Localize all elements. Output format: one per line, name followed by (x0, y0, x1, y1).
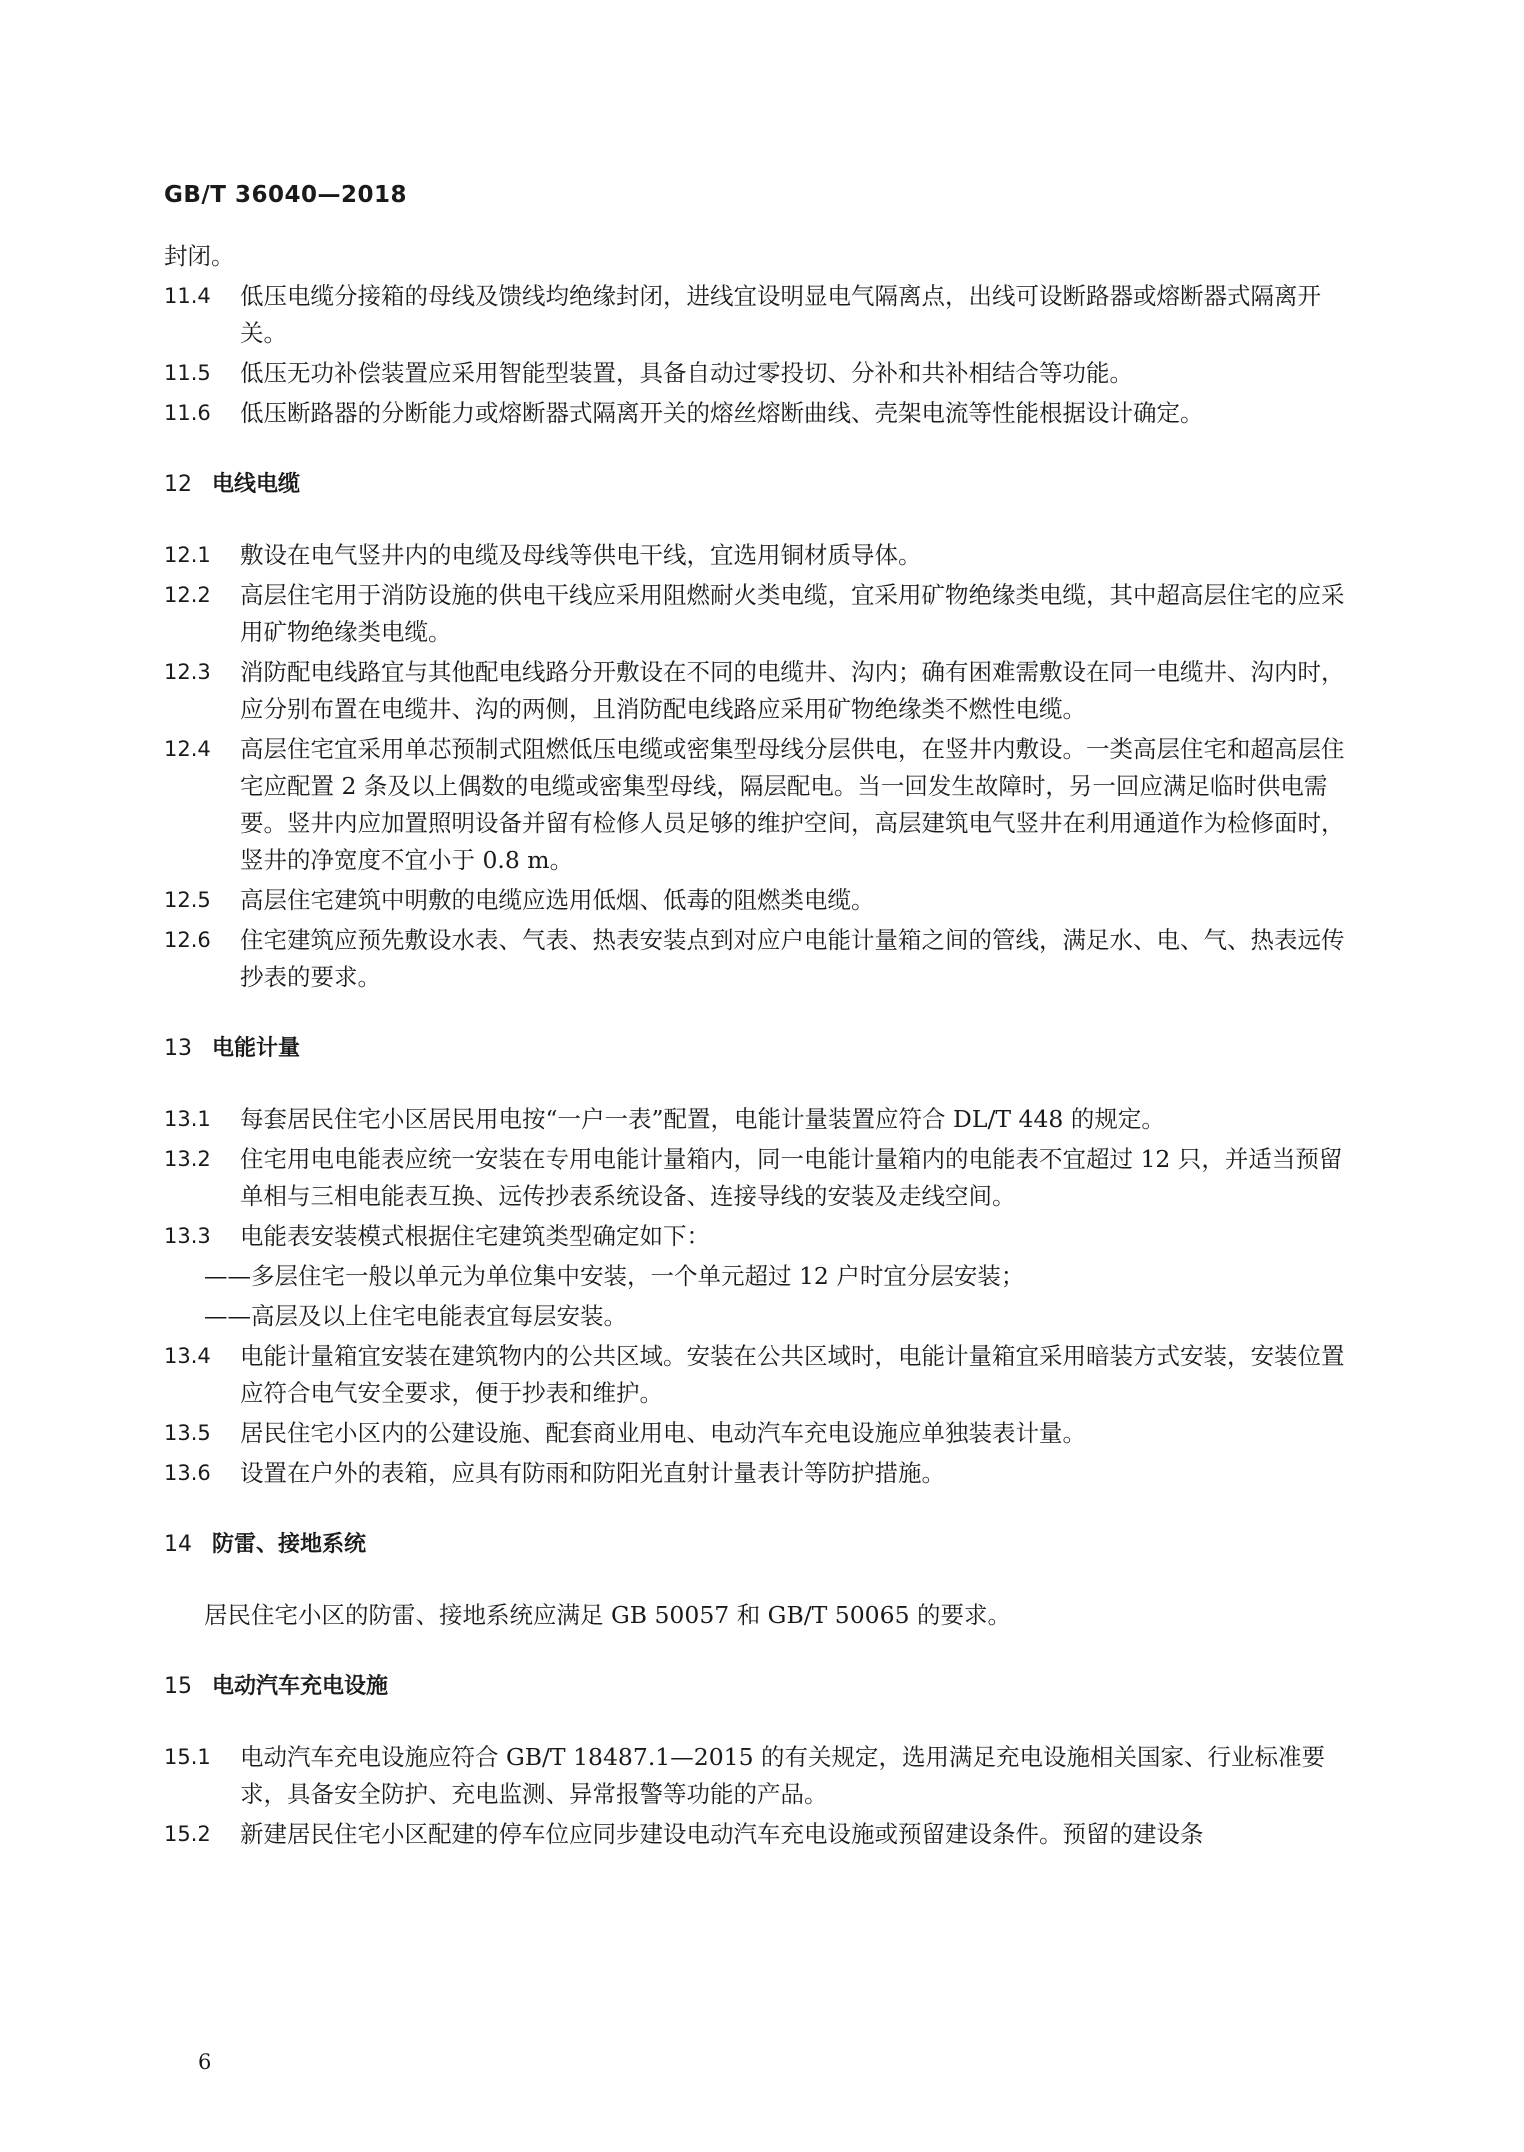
section-heading (164, 1030, 1359, 1067)
clause-paragraph (164, 654, 1359, 728)
clause-number: 13.3 (164, 1224, 211, 1248)
clause-number: 12.4 (164, 737, 211, 761)
clause-number: 13.4 (164, 1344, 211, 1368)
section-title: 电能计量 (212, 1036, 301, 1061)
section-number: 15 (164, 1674, 192, 1699)
clause-text: 消防配电线路宜与其他配电线路分开敷设在不同的电缆井、沟内；确有困难需敷设在同一电缆井、沟内时，应分别布置在电缆井、沟的两侧，且消防配电线路应采用矿物绝缘类不燃性电缆。 (240, 658, 1345, 723)
clause-paragraph (164, 577, 1359, 651)
clause-paragraph (164, 395, 1359, 432)
clause-text: 高层住宅宜采用单芯预制式阻燃低压电缆或密集型母线分层供电，在竖井内敷设。一类高层住宅和超高层住宅应配置 2 条及以上偶数的电缆或密集型母线，隔层配电。当一回发生故障时，另一回应满足临时供电需要。竖井内应加置照明设备并留有检修人员足够的维护空间，高层建筑电气竖井在利用通道作为检修面时，竖井的净宽度不宜小于 0.8 m。 (240, 735, 1345, 874)
list-item: ——多层住宅一般以单元为单位集中安装，一个单元超过 12 户时宜分层安装； (204, 1262, 1025, 1290)
clause-paragraph (164, 1218, 1359, 1255)
clause-number: 12.1 (164, 543, 211, 567)
clause-number: 12.5 (164, 888, 211, 912)
clause-paragraph (164, 1338, 1359, 1412)
clause-text: 敷设在电气竖井内的电缆及母线等供电干线，宜选用铜材质导体。 (240, 541, 922, 569)
clause-paragraph (164, 882, 1359, 919)
clause-number: 13.5 (164, 1421, 211, 1445)
clause-paragraph (164, 1816, 1359, 1853)
section-title: 防雷、接地系统 (212, 1532, 367, 1557)
section-heading (164, 1668, 1359, 1705)
clause-number: 12.2 (164, 583, 211, 607)
section-number: 12 (164, 472, 192, 497)
clause-text: 住宅建筑应预先敷设水表、气表、热表安装点到对应户电能计量箱之间的管线，满足水、电、气、热表远传抄表的要求。 (240, 926, 1345, 991)
clause-paragraph (164, 1455, 1359, 1492)
clause-text: 高层住宅用于消防设施的供电干线应采用阻燃耐火类电缆，宜采用矿物绝缘类电缆，其中超高层住宅的应采用矿物绝缘类电缆。 (240, 581, 1345, 646)
page-number: 6 (198, 2050, 212, 2074)
section-number: 13 (164, 1036, 192, 1061)
clause-paragraph (164, 537, 1359, 574)
clause-paragraph (164, 731, 1359, 879)
clause-number: 13.1 (164, 1107, 211, 1131)
clause-number: 11.6 (164, 401, 211, 425)
section-heading (164, 466, 1359, 503)
clause-text: 设置在户外的表箱，应具有防雨和防阳光直射计量表计等防护措施。 (240, 1459, 945, 1487)
section-title: 电动汽车充电设施 (212, 1674, 389, 1699)
clause-text: 电动汽车充电设施应符合 GB/T 18487.1—2015 的有关规定，选用满足充电设施相关国家、行业标准要求，具备安全防护、充电监测、异常报警等功能的产品。 (240, 1743, 1326, 1808)
clause-text: 低压电缆分接箱的母线及馈线均绝缘封闭，进线宜设明显电气隔离点，出线可设断路器或熔断器式隔离开关。 (240, 282, 1321, 347)
clause-paragraph (164, 1141, 1359, 1215)
clause-text: 每套居民住宅小区居民用电按“一户一表”配置，电能计量装置应符合 DL/T 448 的规定。 (240, 1105, 1165, 1133)
clause-paragraph (164, 355, 1359, 392)
clause-number: 12.6 (164, 928, 211, 952)
clause-paragraph (164, 922, 1359, 996)
clause-number: 11.4 (164, 284, 211, 308)
clause-text: 电能表安装模式根据住宅建筑类型确定如下： (240, 1222, 710, 1250)
clause-number: 13.2 (164, 1147, 211, 1171)
clause-text: 电能计量箱宜安装在建筑物内的公共区域。安装在公共区域时，电能计量箱宜采用暗装方式安装，安装位置应符合电气安全要求，便于抄表和维护。 (240, 1342, 1345, 1407)
clause-number: 11.5 (164, 361, 211, 385)
clause-text: 新建居民住宅小区配建的停车位应同步建设电动汽车充电设施或预留建设条件。预留的建设条 (240, 1820, 1204, 1848)
clause-text: 低压无功补偿装置应采用智能型装置，具备自动过零投切、分补和共补相结合等功能。 (240, 359, 1133, 387)
clause-paragraph (164, 1415, 1359, 1452)
body-text: 封闭。 (164, 242, 235, 270)
standard-code: GB/T 36040—2018 (164, 182, 408, 208)
body-text: 居民住宅小区的防雷、接地系统应满足 GB 50057 和 GB/T 50065 的要求。 (204, 1601, 1012, 1629)
clause-number: 12.3 (164, 660, 211, 684)
clause-text: 低压断路器的分断能力或熔断器式隔离开关的熔丝熔断曲线、壳架电流等性能根据设计确定。 (240, 399, 1204, 427)
clause-text: 居民住宅小区内的公建设施、配套商业用电、电动汽车充电设施应单独装表计量。 (240, 1419, 1086, 1447)
list-item: ——高层及以上住宅电能表宜每层安装。 (204, 1302, 627, 1330)
document-body (164, 238, 1359, 1856)
clause-paragraph (164, 1739, 1359, 1813)
section-number: 14 (164, 1532, 192, 1557)
clause-paragraph (164, 1101, 1359, 1138)
clause-number: 15.2 (164, 1822, 211, 1846)
clause-paragraph (164, 278, 1359, 352)
section-heading (164, 1526, 1359, 1563)
clause-text: 高层住宅建筑中明敷的电缆应选用低烟、低毒的阻燃类电缆。 (240, 886, 875, 914)
clause-number: 13.6 (164, 1461, 211, 1485)
clause-text: 住宅用电电能表应统一安装在专用电能计量箱内，同一电能计量箱内的电能表不宜超过 12 只，并适当预留单相与三相电能表互换、远传抄表系统设备、连接导线的安装及走线空间。 (240, 1145, 1343, 1210)
section-title: 电线电缆 (212, 472, 301, 497)
clause-number: 15.1 (164, 1745, 211, 1769)
